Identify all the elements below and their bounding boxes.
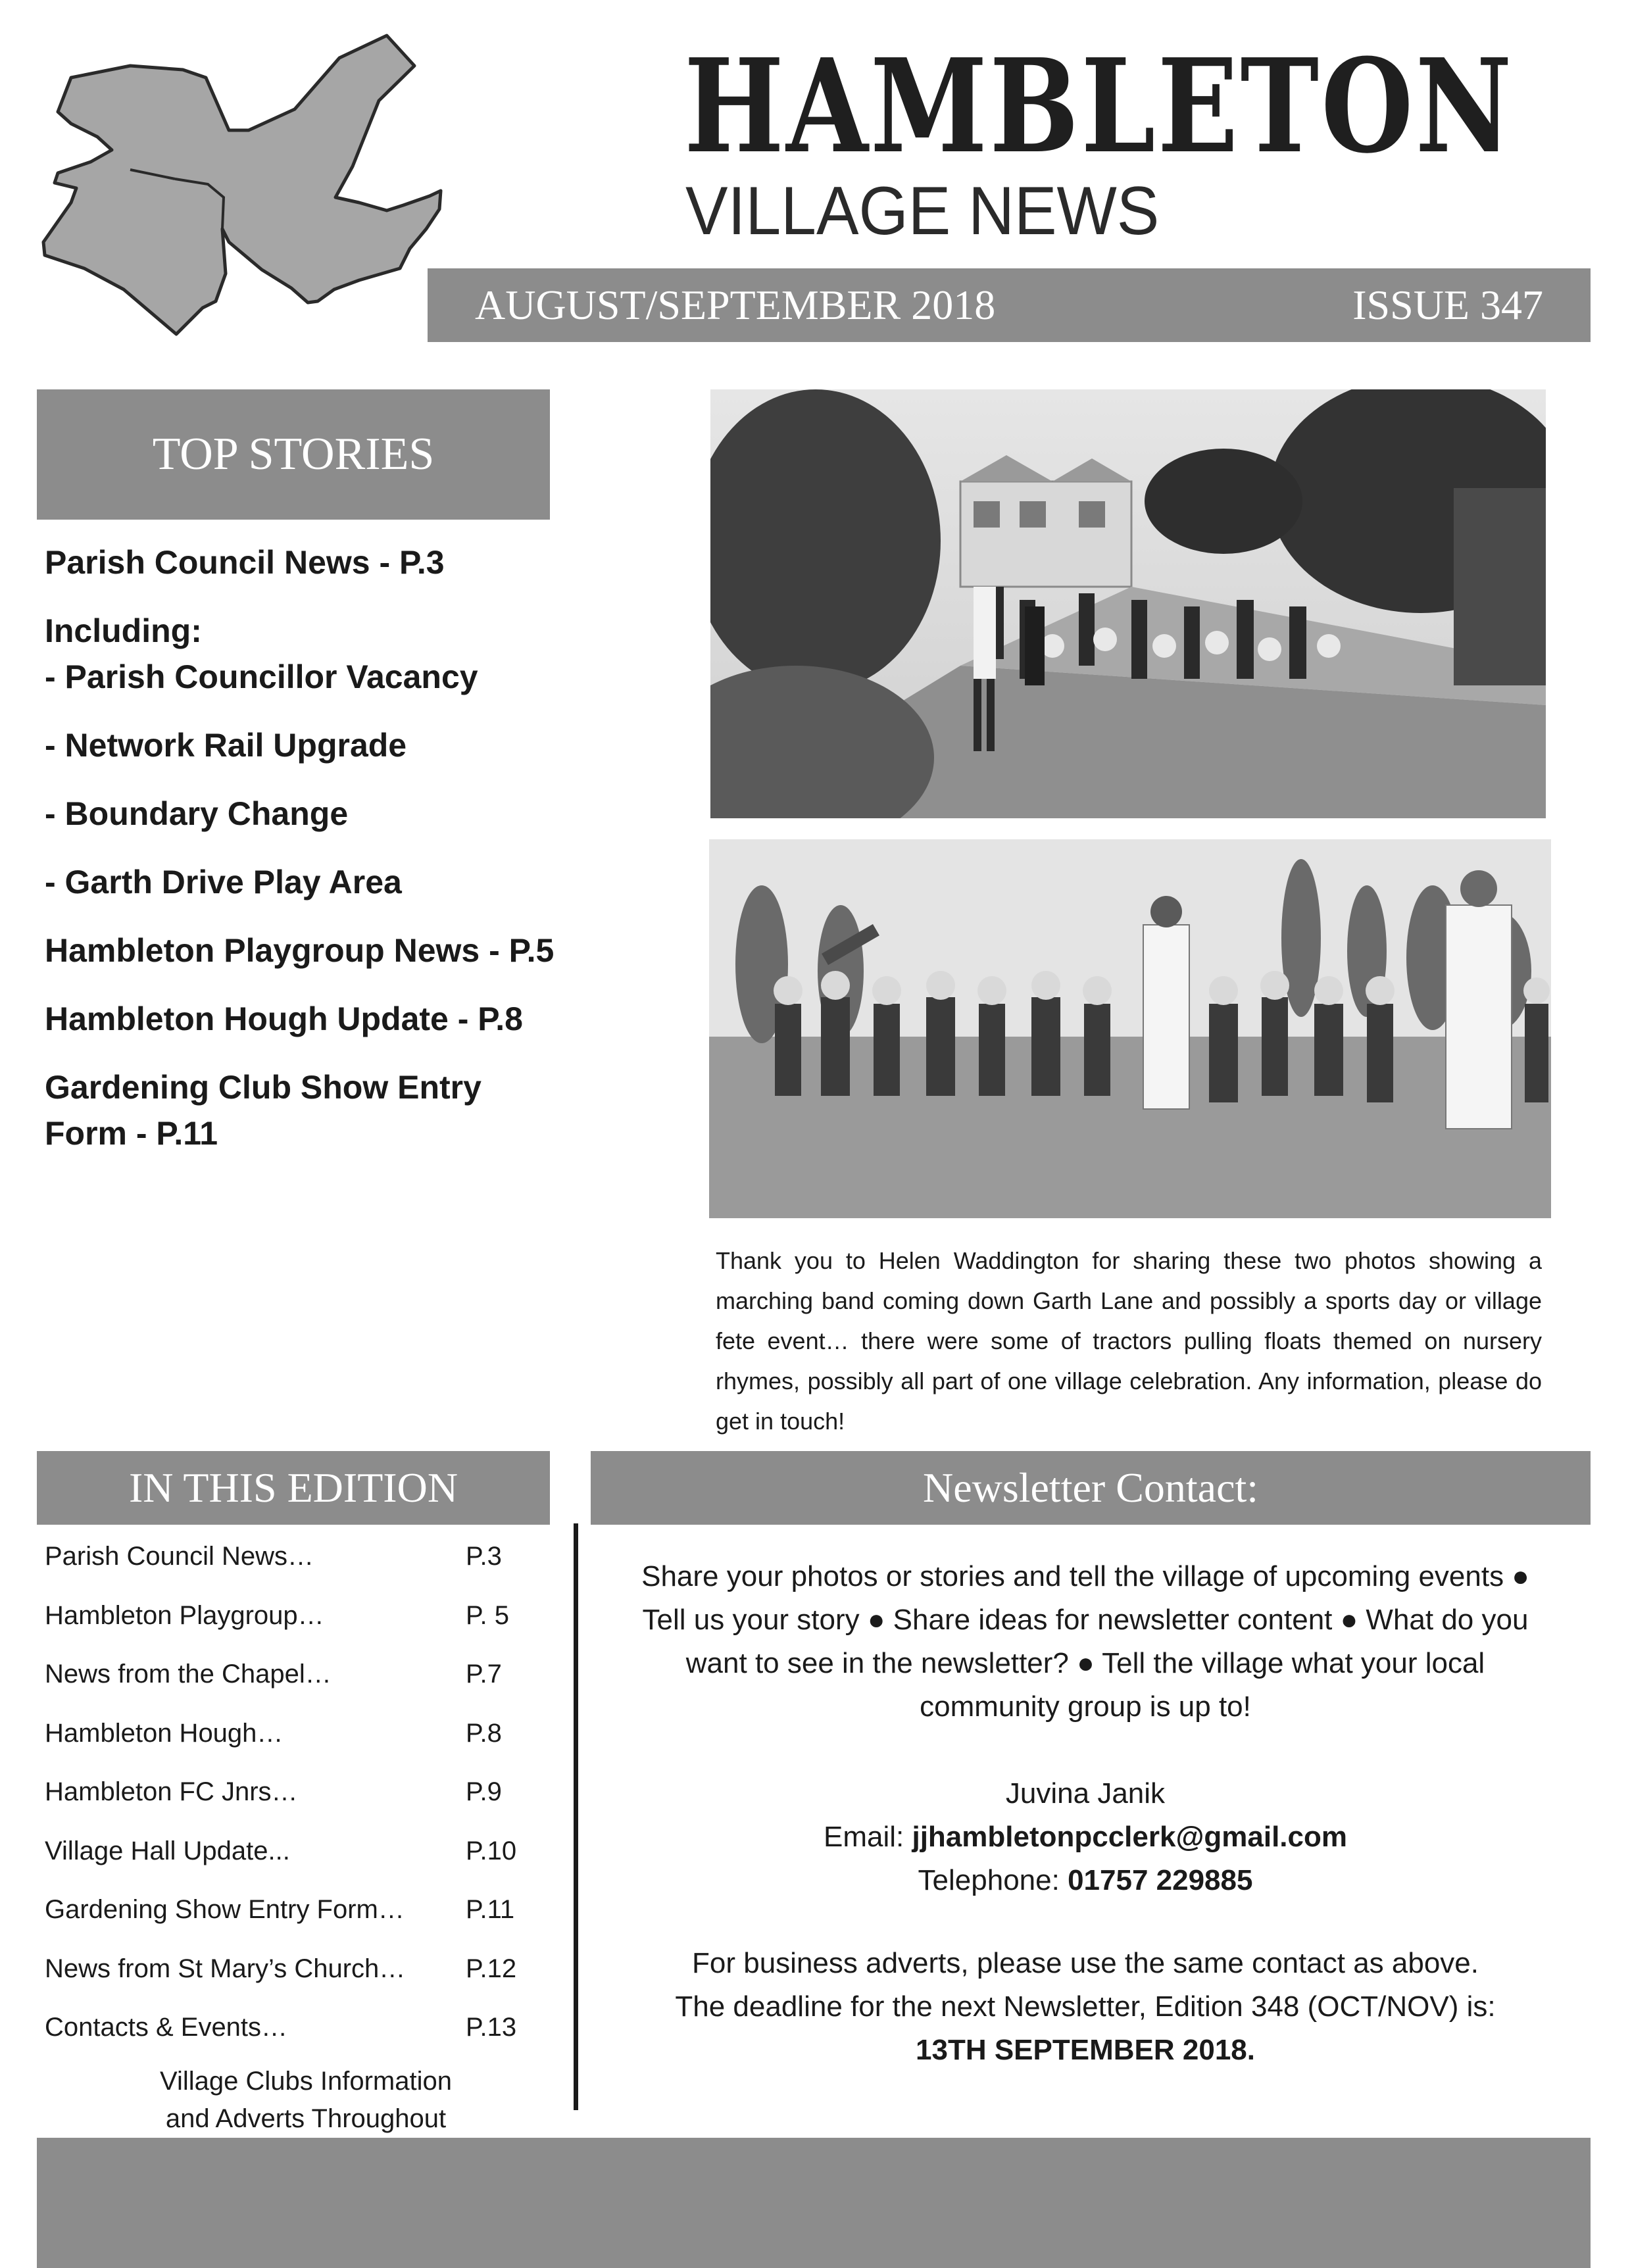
contents-title: News from St Mary’s Church…	[45, 1954, 406, 1983]
contents-title: Gardening Show Entry Form…	[45, 1895, 405, 1924]
contents-title: Contacts & Events…	[45, 2013, 288, 2042]
contents-title: News from the Chapel…	[45, 1660, 332, 1689]
contents-row	[45, 1831, 545, 1890]
adverts-note: For business adverts, please use the same contact as above.	[692, 1947, 1479, 1979]
contact-email-line	[612, 1815, 1559, 1859]
issue-bar	[428, 268, 1591, 342]
in-this-edition-header	[37, 1451, 550, 1525]
contents-page: P. 5	[466, 1600, 509, 1630]
masthead-subtitle: VILLAGE NEWS	[685, 173, 1160, 249]
story-network-rail: - Network Rail Upgrade	[45, 727, 407, 764]
contents-title: Village Hall Update...	[45, 1836, 290, 1865]
marching-band-photo	[710, 389, 1546, 818]
contents-page: P.12	[466, 1954, 517, 1983]
contact-phone-line	[612, 1859, 1559, 1902]
contact-intro-line: Share your photos or stories and tell the village of upcoming events ●	[641, 1560, 1529, 1592]
contents-page: P.9	[466, 1777, 502, 1806]
contents-row	[45, 1654, 545, 1713]
edition-contents-list	[45, 1537, 545, 2067]
contents-title: Parish Council News…	[45, 1542, 314, 1571]
column-divider	[574, 1523, 578, 2110]
village-logo	[32, 32, 479, 347]
top-stories-list	[45, 539, 610, 1179]
story-hough: Hambleton Hough Update - P.8	[45, 1000, 523, 1037]
story-playgroup: Hambleton Playgroup News - P.5	[45, 932, 555, 969]
story-garth-drive: - Garth Drive Play Area	[45, 864, 402, 900]
story-including-group: Including: - Parish Councillor Vacancy	[45, 612, 478, 695]
contents-row	[45, 1713, 545, 1773]
deadline-text: The deadline for the next Newsletter, Edition 348 (OCT/NOV) is:	[675, 1990, 1496, 2023]
contents-row	[45, 1537, 545, 1596]
contents-page: P.11	[466, 1895, 515, 1924]
phone-label: Telephone:	[918, 1864, 1068, 1896]
sports-day-photo	[709, 839, 1551, 1218]
masthead-title: HAMBLETON	[684, 31, 1514, 182]
contents-title: Hambleton Hough…	[45, 1718, 284, 1748]
contents-row	[45, 1890, 545, 1949]
contact-block	[612, 1555, 1559, 2072]
contents-row	[45, 1596, 545, 1655]
issue-number: ISSUE 347	[1352, 282, 1543, 328]
contents-title: Hambleton FC Jnrs…	[45, 1777, 298, 1806]
contents-row	[45, 1772, 545, 1831]
contact-intro-line: want to see in the newsletter? ● Tell the village what your local	[685, 1647, 1485, 1679]
email-label: Email:	[823, 1821, 912, 1853]
story-gardening-club: Gardening Club Show Entry Form - P.11	[45, 1069, 482, 1152]
footer-bar	[37, 2138, 1591, 2268]
contents-page: P.8	[466, 1718, 502, 1748]
contents-title: Hambleton Playgroup…	[45, 1600, 324, 1630]
email-link[interactable]: jjhambletonpcclerk@gmail.com	[912, 1821, 1347, 1853]
contents-row	[45, 2008, 545, 2067]
contact-intro-line: Tell us your story ● Share ideas for newsletter content ● What do you	[642, 1604, 1529, 1636]
edition-note: Village Clubs Information and Adverts Throughout	[160, 2067, 452, 2133]
contents-page: P.13	[466, 2013, 517, 2042]
story-parish-council: Parish Council News - P.3	[45, 544, 445, 581]
photo-caption: Thank you to Helen Waddington for sharing these two photos showing a marching band coming down Garth Lane and possibly a sports day or village fete event… there were some of tractors pulling floats themed on nursery rhymes, possibly all part of one village celebration. Any information, please do get in touch!	[716, 1247, 1542, 1435]
contact-name: Juvina Janik	[1005, 1777, 1166, 1810]
contact-intro-line: community group is up to!	[920, 1690, 1251, 1723]
story-boundary-change: - Boundary Change	[45, 795, 349, 832]
contents-page: P.10	[466, 1836, 517, 1865]
contents-page: P.7	[466, 1660, 502, 1689]
deadline-date: 13TH SEPTEMBER 2018.	[916, 2034, 1255, 2066]
village-map-logo	[32, 32, 479, 347]
top-stories-heading: TOP STORIES	[152, 429, 435, 480]
in-this-edition-heading: IN THIS EDITION	[128, 1464, 458, 1511]
newsletter-contact-header	[591, 1451, 1591, 1525]
contents-page: P.3	[466, 1542, 502, 1571]
contents-row	[45, 1949, 545, 2008]
issue-date: AUGUST/SEPTEMBER 2018	[475, 282, 996, 328]
phone-number: 01757 229885	[1068, 1864, 1253, 1896]
top-stories-header	[37, 389, 550, 520]
newsletter-contact-heading: Newsletter Contact:	[922, 1464, 1259, 1511]
